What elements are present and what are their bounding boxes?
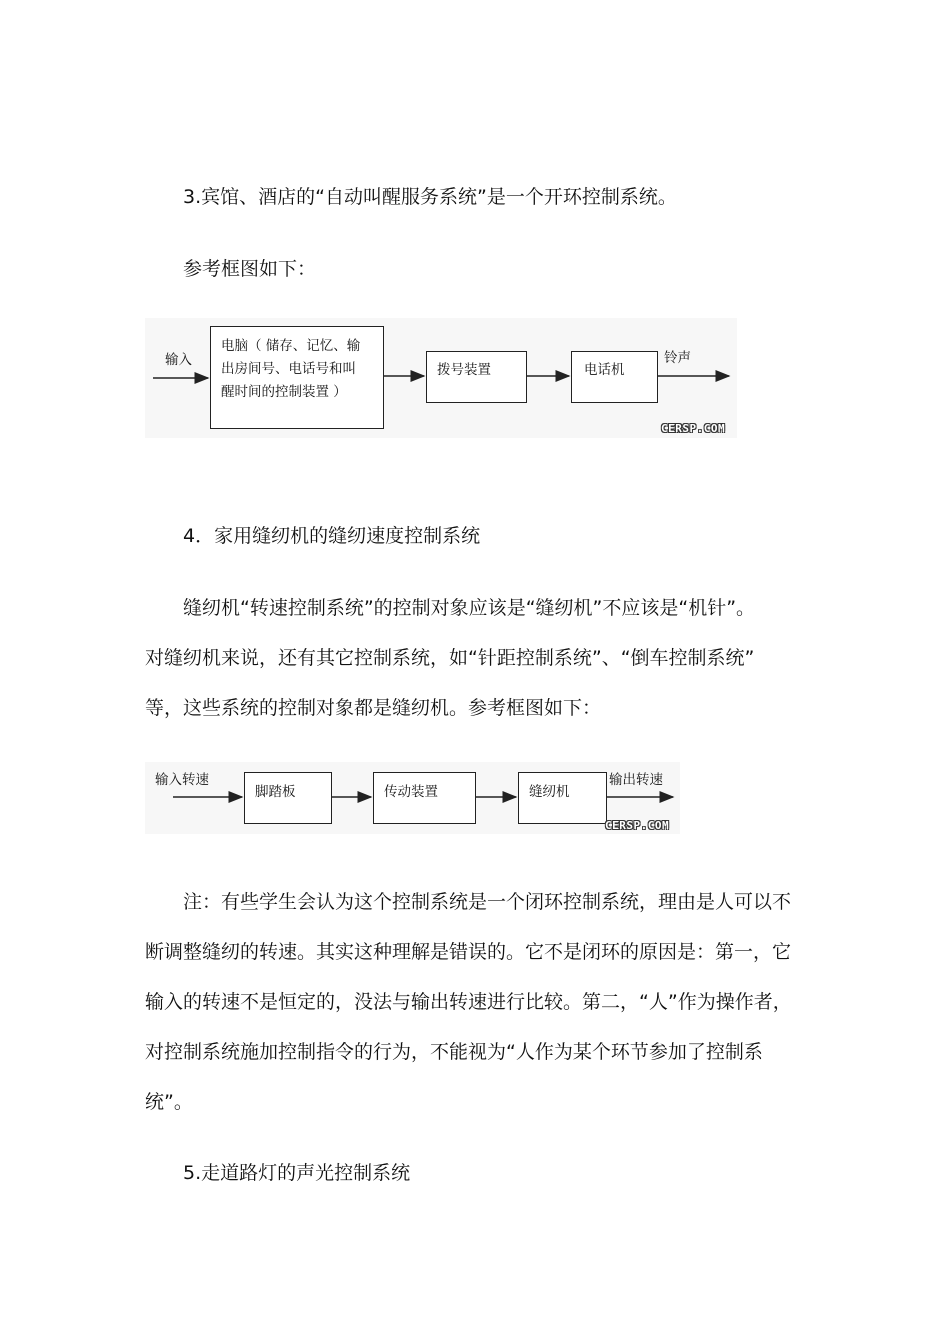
diagram-2-input-label: 输入转速 bbox=[155, 772, 209, 788]
diagram-1-watermark: CERSP.COM bbox=[661, 422, 726, 435]
section-4-para-line-3: 等，这些系统的控制对象都是缝纫机。参考框图如下： bbox=[145, 697, 602, 719]
section-4-heading: 4．家用缝纫机的缝纫速度控制系统 bbox=[183, 525, 481, 547]
box-transmission: 传动装置 bbox=[373, 772, 476, 824]
note-line-4: 对控制系统施加控制指令的行为，不能视为“人作为某个环节参加了控制系 bbox=[145, 1041, 763, 1063]
note-line-1: 注：有些学生会认为这个控制系统是一个闭环控制系统，理由是人可以不 bbox=[183, 891, 792, 913]
box-computer-line-1: 电脑（ 储存、记忆、输 bbox=[221, 338, 361, 354]
box-dialer: 拨号装置 bbox=[426, 351, 527, 403]
box-computer-line-3: 醒时间的控制装置 ） bbox=[221, 384, 347, 400]
diagram-2-output-label: 输出转速 bbox=[609, 772, 663, 788]
diagram-wakeup-system bbox=[145, 318, 737, 438]
box-pedal: 脚踏板 bbox=[244, 772, 332, 824]
note-line-2: 断调整缝纫的转速。其实这种理解是错误的。它不是闭环的原因是：第一，它 bbox=[145, 941, 792, 963]
diagram-1-input-label: 输入 bbox=[165, 352, 192, 368]
box-telephone: 电话机 bbox=[571, 351, 658, 403]
diagram-1-output-label: 铃声 bbox=[664, 350, 691, 366]
section-3-intro: 参考框图如下： bbox=[183, 258, 317, 280]
diagram-sewing-machine bbox=[145, 762, 680, 834]
box-computer bbox=[210, 326, 384, 429]
box-computer-line-2: 出房间号、电话号和叫 bbox=[221, 361, 356, 377]
note-line-5: 统”。 bbox=[145, 1091, 193, 1113]
section-3-heading: 3.宾馆、酒店的“自动叫醒服务系统”是一个开环控制系统。 bbox=[183, 186, 677, 208]
section-5-heading: 5.走道路灯的声光控制系统 bbox=[183, 1162, 411, 1184]
diagram-2-watermark: CERSP.COM bbox=[605, 819, 670, 832]
section-4-para-line-1: 缝纫机“转速控制系统”的控制对象应该是“缝纫机”不应该是“机针”。 bbox=[183, 597, 756, 619]
box-sewing-machine: 缝纫机 bbox=[518, 772, 607, 824]
section-4-para-line-2: 对缝纫机来说，还有其它控制系统，如“针距控制系统”、“倒车控制系统” bbox=[145, 647, 755, 669]
note-line-3: 输入的转速不是恒定的，没法与输出转速进行比较。第二，“人”作为操作者， bbox=[145, 991, 792, 1013]
